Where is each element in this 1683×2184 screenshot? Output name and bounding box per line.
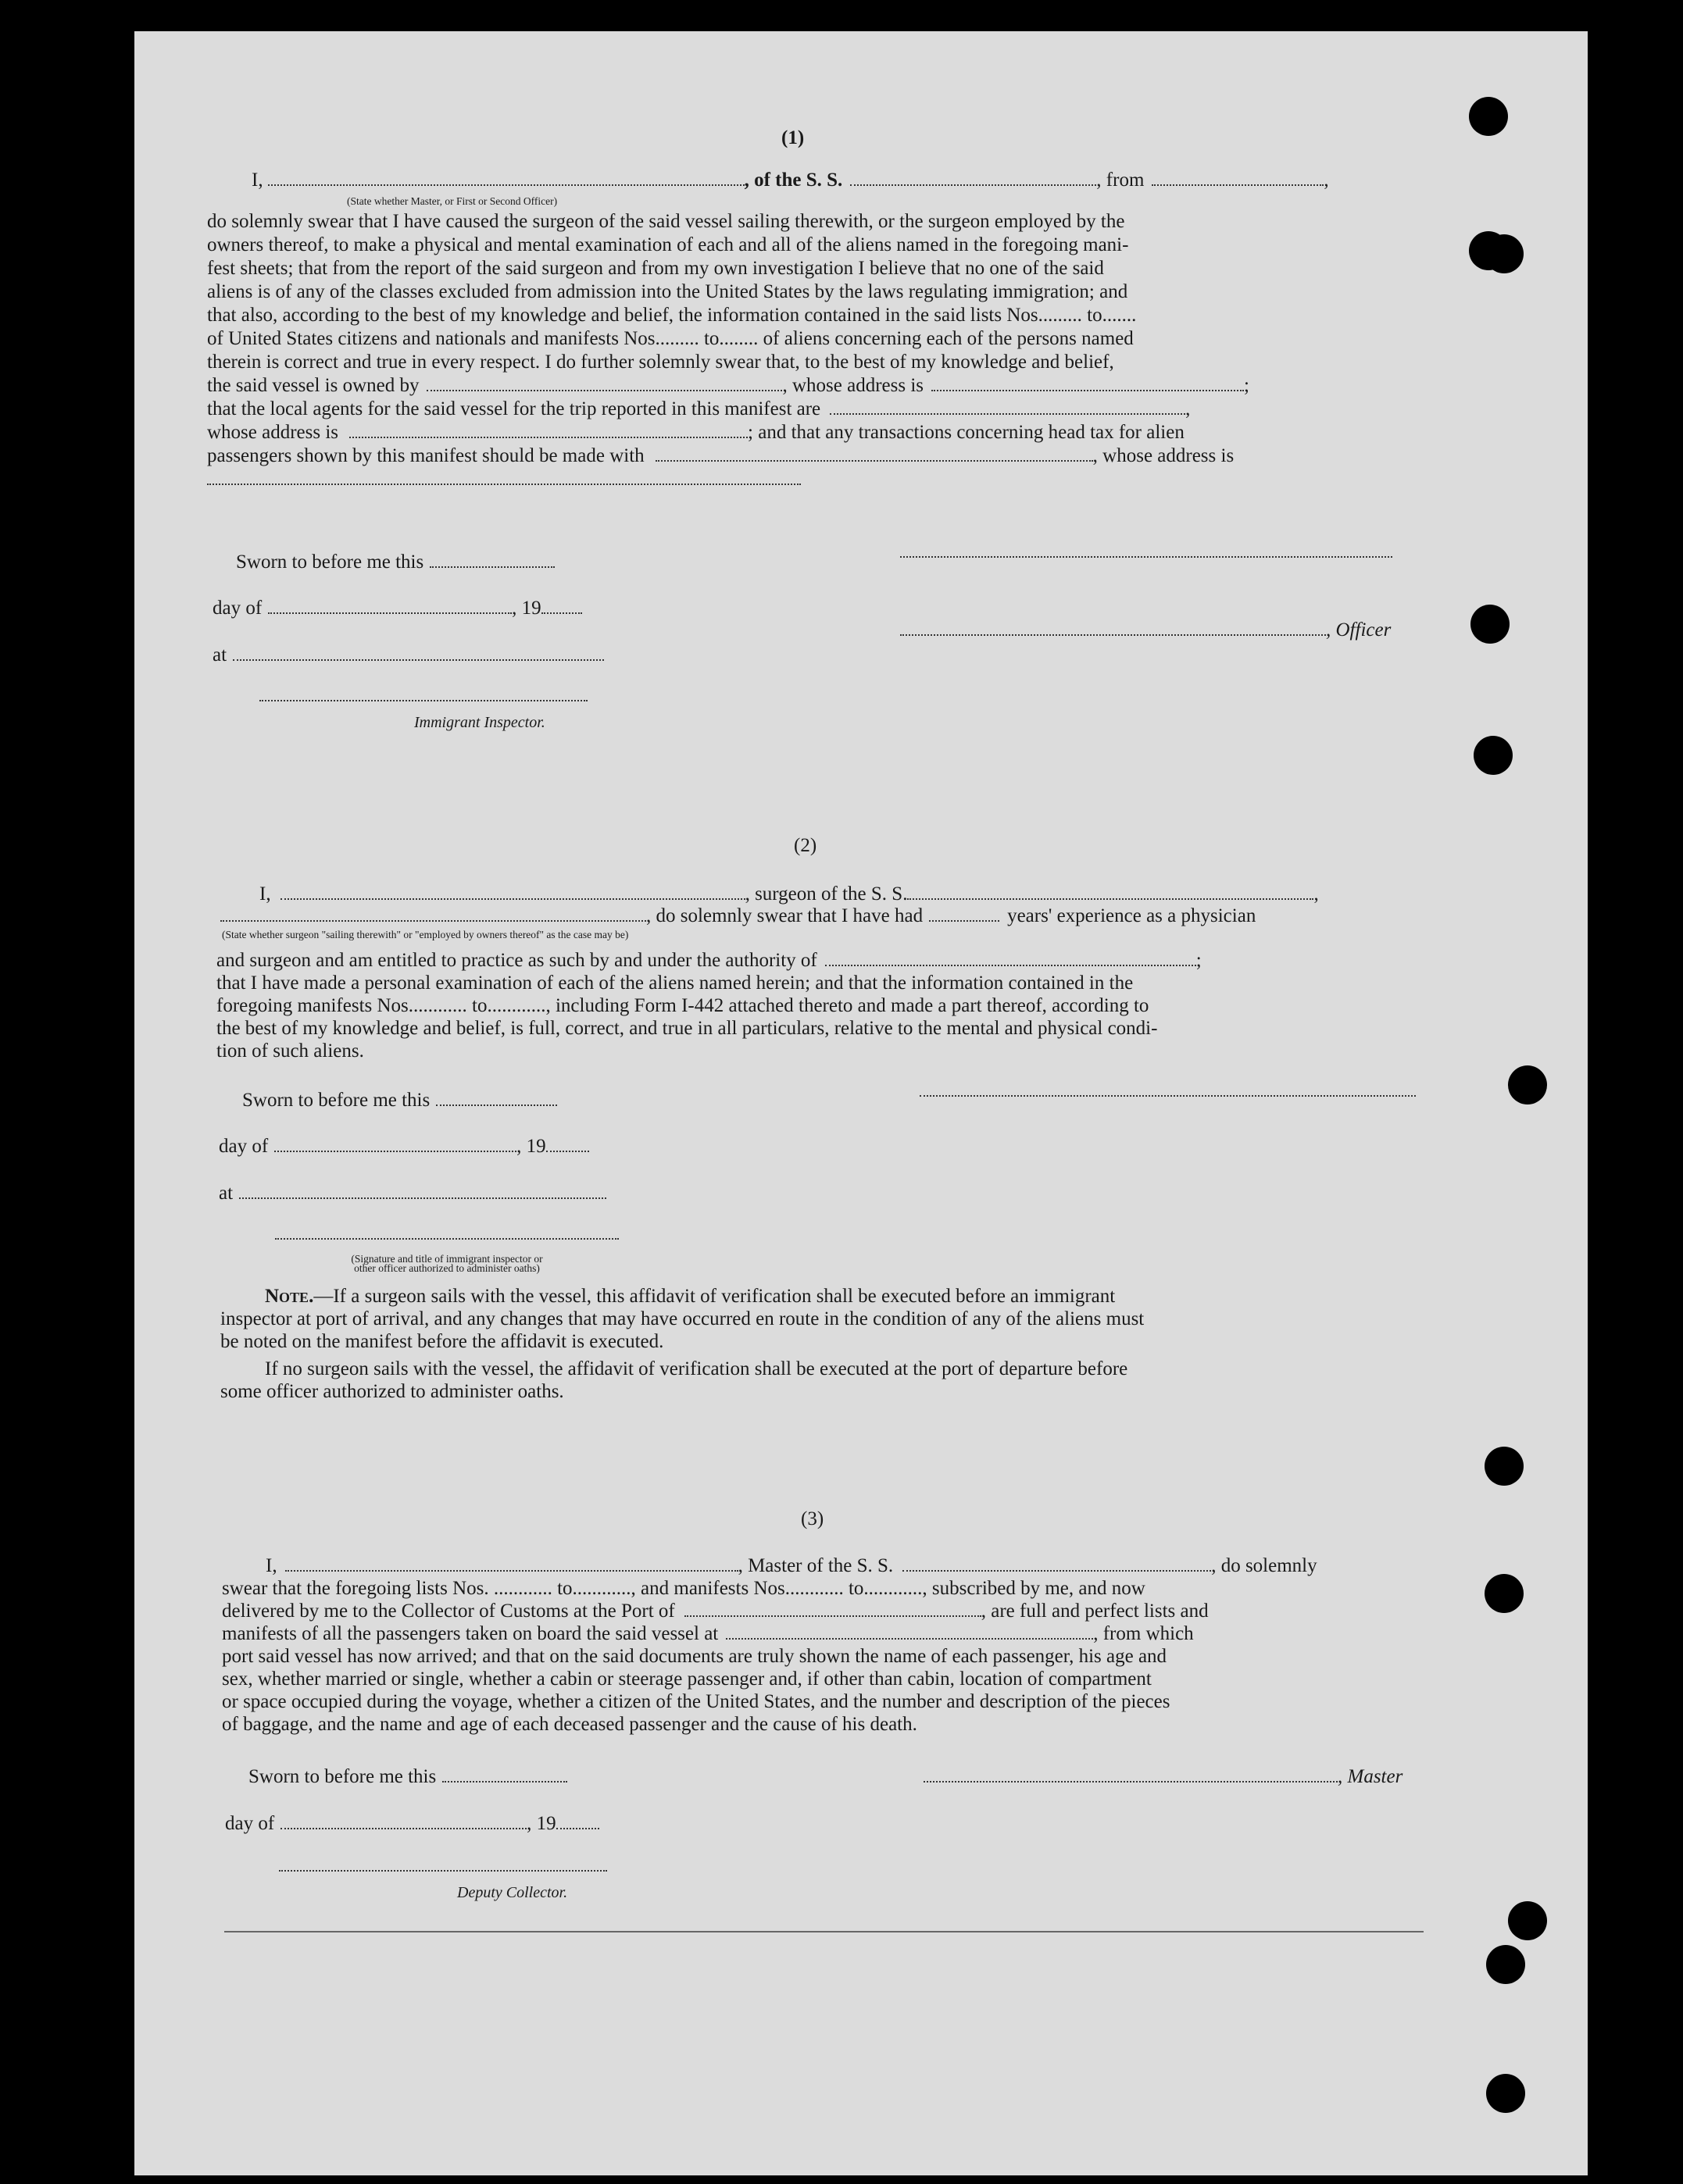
section-1-para-line-12 <box>207 468 801 491</box>
years-blank <box>929 915 999 922</box>
section-2-signature-note-2: other officer authorized to administer oaths) <box>354 1262 540 1274</box>
vessel-blank <box>902 1565 1211 1572</box>
binder-hole <box>1485 1447 1524 1486</box>
binder-hole <box>1508 1065 1547 1104</box>
year-prefix: , 19 <box>512 598 541 619</box>
section-2-opening-line <box>259 883 1319 906</box>
at-label: at <box>213 644 227 666</box>
owner-address-blank <box>931 385 1244 391</box>
section-3-para-line-2 <box>222 1600 1209 1623</box>
from-port-blank <box>1152 180 1324 186</box>
binder-hole <box>1508 1901 1547 1940</box>
comma: , <box>1313 883 1319 905</box>
section-1-opening-line <box>252 169 1329 192</box>
head-tax-blank <box>656 455 1093 462</box>
agents-address-blank <box>349 432 748 438</box>
from-which-text: , from which <box>1093 1623 1194 1644</box>
semicolon: ; <box>1195 950 1202 971</box>
agents-blank <box>830 409 1185 415</box>
master-signature-label: , Master <box>1338 1766 1403 1787</box>
section-3-para-line-3 <box>222 1622 1194 1646</box>
owner-address-label: , whose address is <box>782 375 924 396</box>
year-blank <box>546 1146 589 1152</box>
pronoun: I, <box>259 883 271 905</box>
section-1-para-line-11 <box>207 444 1234 468</box>
section-3-number: (3) <box>801 1508 824 1529</box>
section-2-signature-note-1: (Signature and title of immigrant inspector or <box>351 1253 543 1265</box>
owner-label: the said vessel is owned by <box>207 375 420 396</box>
section-2-sworn <box>242 1089 557 1112</box>
sworn-date-blank <box>442 1776 567 1783</box>
comma: , <box>1324 170 1329 191</box>
from-label: , from <box>1096 170 1145 191</box>
boarded-blank <box>726 1633 1093 1640</box>
section-2-at <box>219 1182 606 1205</box>
year-blank <box>556 1823 599 1829</box>
swear-text: , do solemnly <box>1211 1555 1317 1576</box>
lists-text: , are full and perfect lists and <box>981 1601 1209 1622</box>
vessel-blank <box>907 894 1313 900</box>
section-2-note-line-1 <box>265 1285 1115 1308</box>
port-blank <box>684 1611 981 1617</box>
surgeon-label: , surgeon of the S. S. <box>745 883 908 905</box>
section-2-note-line-4: If no surgeon sails with the vessel, the affidavit of verification shall be executed at the port of departure before <box>265 1358 1128 1379</box>
section-2-day-of <box>219 1135 589 1158</box>
note-label: Note. <box>265 1286 314 1307</box>
agents-address-label: whose address is <box>207 422 339 443</box>
officer-label: , Officer <box>1326 619 1392 641</box>
head-tax-address-label: , whose address is <box>1092 445 1235 466</box>
bottom-rule <box>224 1931 1424 1932</box>
at-label: at <box>219 1183 234 1204</box>
section-3-opening-line <box>266 1554 1317 1578</box>
place-blank <box>233 655 604 661</box>
comma: , <box>1185 398 1191 419</box>
head-tax-text: ; and that any transactions concerning head tax for alien <box>748 422 1185 443</box>
section-1-number: (1) <box>781 127 805 148</box>
section-3-day-of <box>225 1812 599 1836</box>
port-label: delivered by me to the Collector of Customs at the Port of <box>222 1601 675 1622</box>
section-1-officer <box>900 619 1391 642</box>
section-1-para-line-6: of United States citizens and nationals and manifests Nos......... to........ of aliens concerning each of the persons named <box>207 328 1134 349</box>
authority-blank <box>825 960 1196 966</box>
swear-text: , do solemnly swear that I have had <box>646 905 924 926</box>
surgeon-signature-line <box>920 1095 1416 1097</box>
binder-hole <box>1485 1574 1524 1613</box>
section-2-note-line-3: be noted on the manifest before the affidavit is executed. <box>220 1331 664 1352</box>
section-3-para-line-4: port said vessel has now arrived; and that on the said documents are truly shown the name of each passenger, his age and <box>222 1646 1167 1667</box>
master-name-blank <box>285 1565 738 1572</box>
vessel-name-blank <box>850 180 1096 186</box>
section-1-para-line-7: therein is correct and true in every respect. I do further solemnly swear that, to the best of my knowledge and belief, <box>207 352 1114 373</box>
day-of-label: day of <box>219 1136 269 1157</box>
year-prefix: , 19 <box>527 1813 556 1834</box>
binder-hole <box>1469 97 1508 136</box>
binder-hole <box>1474 736 1513 775</box>
section-2-number: (2) <box>794 835 817 856</box>
section-1-day-of <box>213 597 582 620</box>
section-1-para-line-1: do solemnly swear that I have caused the surgeon of the said vessel sailing therewith, or the surgeon employed by the <box>207 211 1125 232</box>
binder-hole <box>1470 605 1510 644</box>
section-3-sworn <box>248 1765 567 1789</box>
section-3-para-line-6: or space occupied during the voyage, whether a citizen of the United States, and the number and description of the pieces <box>222 1691 1170 1712</box>
section-1-para-line-3: fest sheets; that from the report of the said surgeon and from my own investigation I believe that no one of the said <box>207 258 1104 279</box>
section-3-para-line-1: swear that the foregoing lists Nos. ............ to............, and manifests Nos............ to............, subscribed by me, and now <box>222 1578 1145 1599</box>
section-3-para-line-5: sex, whether married or single, whether a cabin or steerage passenger and, if other than cabin, location of compartment <box>222 1668 1152 1690</box>
vessel-label: , of the S. S. <box>744 170 843 191</box>
day-of-label: day of <box>213 598 263 619</box>
boarded-label: manifests of all the passengers taken on board the said vessel at <box>222 1623 719 1644</box>
section-2-para-line-5: tion of such aliens. <box>216 1040 364 1062</box>
head-tax-label: passengers shown by this manifest should be made with <box>207 445 645 466</box>
surgeon-name-blank <box>280 894 745 900</box>
year-prefix: , 19 <box>516 1136 546 1157</box>
semicolon: ; <box>1244 375 1249 396</box>
experience-text: years' experience as a physician <box>1007 905 1256 926</box>
master-signature-blank <box>924 1776 1338 1783</box>
inspector-signature-line <box>275 1238 619 1240</box>
officer-name-blank <box>268 180 745 186</box>
sworn-label: Sworn to before me this <box>248 1766 437 1787</box>
section-2-para-line-2: that I have made a personal examination of each of the aliens named herein; and that the information contained in the <box>216 972 1134 994</box>
officer-signature-blank <box>900 630 1326 636</box>
section-1-rank-note: (State whether Master, or First or Second Officer) <box>347 195 558 207</box>
section-1-inspector: Immigrant Inspector. <box>414 714 545 731</box>
master-label: , Master of the S. S. <box>738 1555 894 1576</box>
sworn-date-blank <box>430 562 555 568</box>
section-2-para-line-4: the best of my knowledge and belief, is full, correct, and true in all particulars, relative to the mental and physical condi- <box>216 1018 1158 1039</box>
head-tax-address-blank <box>207 479 801 485</box>
place-blank <box>239 1193 606 1199</box>
month-blank <box>280 1823 527 1829</box>
section-2-line-2 <box>220 905 1256 928</box>
section-3-para-line-7: of baggage, and the name and age of each deceased passenger and the cause of his death. <box>222 1714 917 1735</box>
section-1-para-line-2: owners thereof, to make a physical and mental examination of each and all of the aliens named in the foregoing mani- <box>207 234 1129 255</box>
section-2-status-note: (State whether surgeon "sailing therewith" or "employed by owners thereof" as the case may be) <box>222 929 629 940</box>
pronoun: I, <box>252 170 263 191</box>
section-3-master <box>924 1765 1402 1789</box>
month-blank <box>274 1146 516 1152</box>
section-2-note-line-2: inspector at port of arrival, and any changes that may have occurred en route in the condition of any of the aliens must <box>220 1308 1145 1329</box>
authority-label: and surgeon and am entitled to practice as such by and under the authority of <box>216 950 817 971</box>
section-1-sworn <box>236 551 555 574</box>
section-1-at <box>213 644 604 667</box>
section-1-para-line-4: aliens is of any of the classes excluded from admission into the United States by the laws regulating immigration; and <box>207 281 1128 302</box>
section-1-para-line-8 <box>207 374 1249 398</box>
section-3-deputy: Deputy Collector. <box>457 1884 568 1901</box>
surgeon-status-blank <box>220 915 646 922</box>
sworn-date-blank <box>436 1100 557 1106</box>
sworn-label: Sworn to before me this <box>242 1090 431 1111</box>
collector-signature-line <box>279 1870 607 1872</box>
day-of-label: day of <box>225 1813 275 1834</box>
agents-label: that the local agents for the said vessel for the trip reported in this manifest are <box>207 398 821 419</box>
manifest-page <box>134 31 1588 2175</box>
binder-hole <box>1486 1945 1525 1984</box>
section-1-para-line-5: that also, according to the best of my knowledge and belief, the information contained in the said lists Nos......... to....... <box>207 305 1137 326</box>
section-1-para-line-9 <box>207 398 1190 421</box>
year-blank <box>541 608 582 614</box>
binder-hole <box>1486 2074 1525 2113</box>
sworn-label: Sworn to before me this <box>236 551 424 573</box>
section-2-para-line-3: foregoing manifests Nos............ to............, including Form I-442 attached thereto and made a part thereof, according to <box>216 995 1149 1016</box>
owner-blank <box>427 385 782 391</box>
inspector-signature-line <box>259 700 588 701</box>
binder-hole <box>1485 234 1524 273</box>
note-text: —If a surgeon sails with the vessel, this affidavit of verification shall be executed before an immigrant <box>313 1286 1116 1307</box>
pronoun: I, <box>266 1555 277 1576</box>
section-1-para-line-10 <box>207 421 1185 444</box>
section-2-para-line-1 <box>216 949 1202 972</box>
section-2-note-line-5: some officer authorized to administer oaths. <box>220 1381 564 1402</box>
signature-line <box>900 556 1392 558</box>
month-blank <box>268 608 512 614</box>
